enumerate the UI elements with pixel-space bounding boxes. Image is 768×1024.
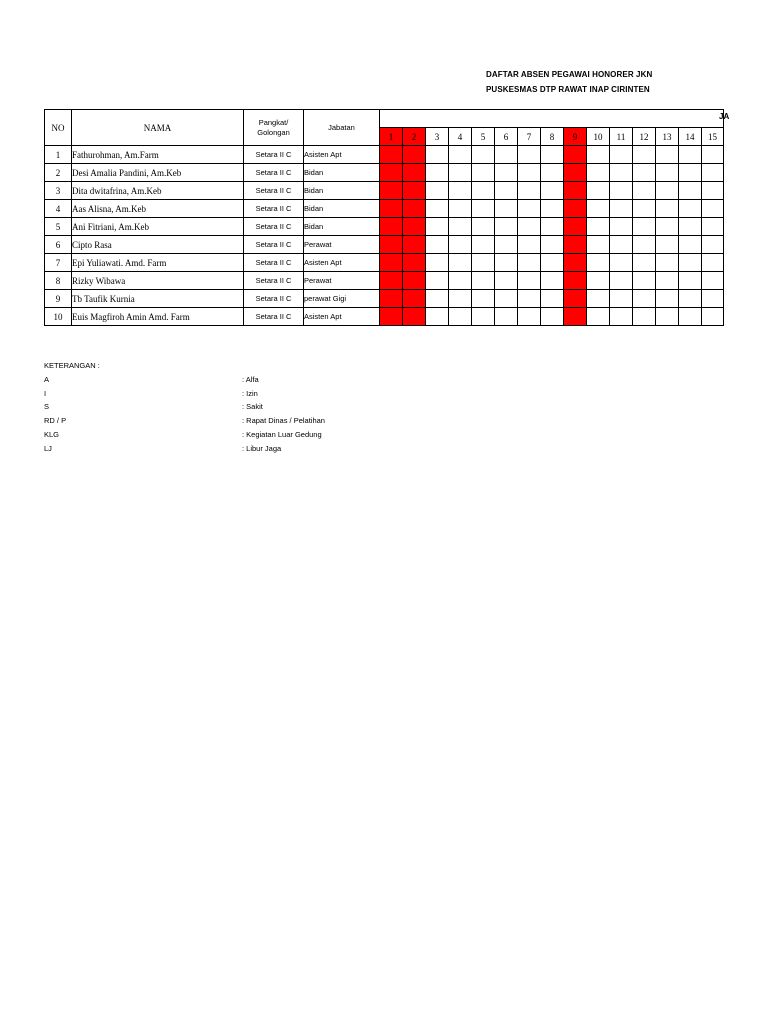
attendance-cell[interactable]: [610, 308, 633, 326]
row-pangkat: Setara II C: [244, 308, 304, 326]
attendance-cell[interactable]: [518, 218, 541, 236]
attendance-cell[interactable]: [541, 308, 564, 326]
legend-title: KETERANGAN :: [44, 361, 100, 370]
attendance-cell[interactable]: [472, 200, 495, 218]
attendance-cell[interactable]: [702, 272, 724, 290]
attendance-cell[interactable]: [610, 200, 633, 218]
attendance-cell[interactable]: [426, 164, 449, 182]
attendance-cell[interactable]: [702, 254, 724, 272]
row-nama: Epi Yuliawati. Amd. Farm: [72, 254, 244, 272]
attendance-cell[interactable]: [564, 164, 587, 182]
attendance-cell[interactable]: [610, 236, 633, 254]
attendance-cell[interactable]: [564, 290, 587, 308]
attendance-cell[interactable]: [633, 164, 656, 182]
attendance-cell[interactable]: [380, 164, 403, 182]
attendance-cell[interactable]: [426, 254, 449, 272]
attendance-cell[interactable]: [426, 272, 449, 290]
attendance-cell[interactable]: [633, 200, 656, 218]
attendance-cell[interactable]: [587, 308, 610, 326]
attendance-cell[interactable]: [610, 164, 633, 182]
row-pangkat: Setara II C: [244, 164, 304, 182]
attendance-cell[interactable]: [472, 272, 495, 290]
day-header: 4: [449, 128, 472, 146]
attendance-cell[interactable]: [564, 254, 587, 272]
attendance-cell[interactable]: [587, 272, 610, 290]
attendance-cell[interactable]: [679, 308, 702, 326]
attendance-cell[interactable]: [633, 182, 656, 200]
row-pangkat: Setara II C: [244, 182, 304, 200]
attendance-cell[interactable]: [518, 164, 541, 182]
attendance-cell[interactable]: [656, 236, 679, 254]
attendance-cell[interactable]: [518, 182, 541, 200]
attendance-cell[interactable]: [449, 236, 472, 254]
attendance-cell[interactable]: [679, 146, 702, 164]
attendance-cell[interactable]: [403, 182, 426, 200]
attendance-cell[interactable]: [472, 164, 495, 182]
legend-code: S: [44, 402, 50, 412]
row-no: 3: [45, 182, 72, 200]
attendance-cell[interactable]: [633, 254, 656, 272]
attendance-cell[interactable]: [610, 146, 633, 164]
attendance-cell[interactable]: [426, 290, 449, 308]
attendance-cell[interactable]: [541, 164, 564, 182]
table-row: [45, 200, 724, 218]
attendance-cell[interactable]: [656, 146, 679, 164]
row-no: 7: [45, 254, 72, 272]
attendance-cell[interactable]: [403, 290, 426, 308]
row-pangkat: Setara II C: [244, 218, 304, 236]
attendance-cell[interactable]: [679, 164, 702, 182]
row-nama: Cipto Rasa: [72, 236, 244, 254]
row-nama: Tb Taufik Kurnia: [72, 290, 244, 308]
attendance-cell[interactable]: [426, 200, 449, 218]
attendance-cell[interactable]: [495, 182, 518, 200]
attendance-cell[interactable]: [426, 308, 449, 326]
attendance-cell[interactable]: [702, 200, 724, 218]
attendance-cell[interactable]: [426, 146, 449, 164]
row-pangkat: Setara II C: [244, 200, 304, 218]
legend-description: : Libur Jaga: [242, 443, 282, 453]
attendance-cell[interactable]: [656, 182, 679, 200]
header-pangkat-line1: Pangkat/: [258, 117, 289, 127]
attendance-cell[interactable]: [472, 308, 495, 326]
legend-code: KLG: [44, 429, 60, 439]
attendance-cell[interactable]: [679, 200, 702, 218]
attendance-cell[interactable]: [633, 308, 656, 326]
attendance-cell[interactable]: [656, 308, 679, 326]
table-row: [45, 272, 724, 290]
attendance-cell[interactable]: [541, 218, 564, 236]
attendance-cell[interactable]: [403, 272, 426, 290]
attendance-cell[interactable]: [380, 308, 403, 326]
row-pangkat: Setara II C: [244, 290, 304, 308]
attendance-cell[interactable]: [472, 254, 495, 272]
attendance-cell[interactable]: [564, 272, 587, 290]
attendance-cell[interactable]: [518, 254, 541, 272]
legend-code: LJ: [44, 443, 52, 453]
attendance-cell[interactable]: [564, 200, 587, 218]
attendance-cell[interactable]: [564, 146, 587, 164]
row-pangkat: Setara II C: [244, 146, 304, 164]
attendance-cell[interactable]: [587, 290, 610, 308]
header-pangkat-line2: Golongan: [257, 127, 290, 137]
legend-code: A: [44, 375, 50, 384]
attendance-cell[interactable]: [587, 146, 610, 164]
attendance-cell[interactable]: [564, 236, 587, 254]
attendance-cell[interactable]: [495, 218, 518, 236]
attendance-cell[interactable]: [495, 290, 518, 308]
row-pangkat: Setara II C: [244, 272, 304, 290]
attendance-cell[interactable]: [610, 254, 633, 272]
day-header: 8: [541, 128, 564, 146]
attendance-cell[interactable]: [495, 146, 518, 164]
attendance-cell[interactable]: [403, 146, 426, 164]
attendance-cell[interactable]: [587, 254, 610, 272]
row-jabatan: Asisten Apt: [304, 308, 380, 326]
header-nama: NAMA: [72, 110, 244, 146]
attendance-cell[interactable]: [380, 182, 403, 200]
legend-description: : Rapat Dinas / Pelatihan: [242, 416, 325, 426]
day-header: 11: [610, 128, 633, 146]
row-jabatan: perawat Gigi: [304, 290, 380, 308]
attendance-cell[interactable]: [679, 182, 702, 200]
attendance-cell[interactable]: [564, 218, 587, 236]
row-nama: Rizky Wibawa: [72, 272, 244, 290]
attendance-cell[interactable]: [449, 308, 472, 326]
attendance-cell[interactable]: [449, 254, 472, 272]
attendance-cell[interactable]: [426, 218, 449, 236]
attendance-cell[interactable]: [633, 218, 656, 236]
attendance-cell[interactable]: [403, 236, 426, 254]
attendance-cell[interactable]: [495, 308, 518, 326]
header-jabatan: Jabatan: [304, 110, 380, 146]
row-jabatan: Asisten Apt: [304, 254, 380, 272]
table-row: [45, 146, 724, 164]
row-jabatan: Perawat: [304, 272, 380, 290]
attendance-cell[interactable]: [541, 290, 564, 308]
attendance-cell[interactable]: [426, 236, 449, 254]
table-row: [45, 290, 724, 308]
attendance-cell[interactable]: [449, 290, 472, 308]
day-header: 1: [380, 128, 403, 146]
legend-code: I: [44, 388, 47, 398]
attendance-cell[interactable]: [633, 272, 656, 290]
day-header: 7: [518, 128, 541, 146]
document-title: DAFTAR ABSEN PEGAWAI HONORER JKN: [486, 70, 653, 79]
attendance-cell[interactable]: [472, 236, 495, 254]
document-subtitle: PUSKESMAS DTP RAWAT INAP CIRINTEN: [486, 85, 650, 94]
attendance-cell[interactable]: [403, 254, 426, 272]
attendance-cell[interactable]: [403, 308, 426, 326]
row-jabatan: Bidan: [304, 182, 380, 200]
attendance-cell[interactable]: [380, 254, 403, 272]
attendance-cell[interactable]: [587, 164, 610, 182]
row-no: 9: [45, 290, 72, 308]
attendance-cell[interactable]: [656, 290, 679, 308]
attendance-cell[interactable]: [541, 200, 564, 218]
attendance-cell[interactable]: [449, 182, 472, 200]
attendance-cell[interactable]: [403, 164, 426, 182]
attendance-cell[interactable]: [541, 254, 564, 272]
attendance-cell[interactable]: [679, 272, 702, 290]
table-row: [45, 218, 724, 236]
row-no: 1: [45, 146, 72, 164]
table-row: [45, 254, 724, 272]
attendance-cell[interactable]: [656, 272, 679, 290]
row-pangkat: Setara II C: [244, 254, 304, 272]
attendance-cell[interactable]: [380, 290, 403, 308]
legend-code: RD / P: [44, 416, 67, 426]
day-header: 14: [679, 128, 702, 146]
attendance-cell[interactable]: [656, 200, 679, 218]
month-header-strip: [380, 110, 724, 128]
day-header: 12: [633, 128, 656, 146]
attendance-cell[interactable]: [541, 182, 564, 200]
row-no: 4: [45, 200, 72, 218]
legend-description: : Kegiatan Luar Gedung: [242, 429, 322, 439]
row-no: 2: [45, 164, 72, 182]
attendance-cell[interactable]: [702, 308, 724, 326]
table-row: [45, 164, 724, 182]
attendance-cell[interactable]: [564, 182, 587, 200]
day-header: 2: [403, 128, 426, 146]
attendance-cell[interactable]: [518, 308, 541, 326]
attendance-cell[interactable]: [495, 272, 518, 290]
attendance-cell[interactable]: [587, 182, 610, 200]
header-no: NO: [45, 110, 72, 146]
attendance-cell[interactable]: [610, 218, 633, 236]
attendance-cell[interactable]: [472, 182, 495, 200]
attendance-cell[interactable]: [656, 164, 679, 182]
attendance-cell[interactable]: [449, 200, 472, 218]
attendance-cell[interactable]: [587, 200, 610, 218]
row-nama: Euis Magfiroh Amin Amd. Farm: [72, 308, 244, 326]
attendance-cell[interactable]: [472, 218, 495, 236]
attendance-rows: [45, 146, 724, 326]
attendance-cell[interactable]: [403, 218, 426, 236]
attendance-cell[interactable]: [380, 218, 403, 236]
attendance-cell[interactable]: [403, 200, 426, 218]
row-nama: Desi Amalia Pandini, Am.Keb: [72, 164, 244, 182]
attendance-table: [44, 109, 724, 326]
row-no: 10: [45, 308, 72, 326]
attendance-cell[interactable]: [633, 236, 656, 254]
attendance-cell[interactable]: [380, 236, 403, 254]
day-header: 9: [564, 128, 587, 146]
attendance-cell[interactable]: [380, 272, 403, 290]
attendance-cell[interactable]: [449, 272, 472, 290]
attendance-cell[interactable]: [541, 272, 564, 290]
attendance-cell[interactable]: [656, 254, 679, 272]
day-header: 10: [587, 128, 610, 146]
attendance-cell[interactable]: [679, 236, 702, 254]
attendance-cell[interactable]: [518, 272, 541, 290]
row-nama: Fathurohman, Am.Farm: [72, 146, 244, 164]
attendance-cell[interactable]: [702, 182, 724, 200]
attendance-cell[interactable]: [472, 290, 495, 308]
legend-description: : Alfa: [242, 375, 259, 384]
attendance-cell[interactable]: [633, 146, 656, 164]
attendance-cell[interactable]: [679, 254, 702, 272]
attendance-cell[interactable]: [702, 236, 724, 254]
attendance-cell[interactable]: [702, 146, 724, 164]
attendance-cell[interactable]: [564, 308, 587, 326]
row-jabatan: Bidan: [304, 200, 380, 218]
attendance-cell[interactable]: [495, 164, 518, 182]
legend-description: : Sakit: [242, 402, 263, 412]
attendance-cell[interactable]: [656, 218, 679, 236]
row-nama: Aas Alisna, Am.Keb: [72, 200, 244, 218]
attendance-cell[interactable]: [472, 146, 495, 164]
month-label: JA: [719, 112, 730, 121]
attendance-cell[interactable]: [587, 218, 610, 236]
attendance-cell[interactable]: [380, 146, 403, 164]
row-jabatan: Asisten Apt: [304, 146, 380, 164]
header-pangkat: [244, 110, 304, 146]
attendance-cell[interactable]: [541, 146, 564, 164]
row-jabatan: Bidan: [304, 164, 380, 182]
attendance-cell[interactable]: [633, 290, 656, 308]
attendance-cell[interactable]: [610, 290, 633, 308]
attendance-cell[interactable]: [380, 200, 403, 218]
attendance-cell[interactable]: [702, 218, 724, 236]
day-header: 3: [426, 128, 449, 146]
day-header: 6: [495, 128, 518, 146]
attendance-cell[interactable]: [495, 254, 518, 272]
attendance-cell[interactable]: [449, 164, 472, 182]
attendance-cell[interactable]: [679, 290, 702, 308]
attendance-cell[interactable]: [518, 200, 541, 218]
attendance-cell[interactable]: [449, 146, 472, 164]
table-row: [45, 182, 724, 200]
row-nama: Ani Fitriani, Am.Keb: [72, 218, 244, 236]
attendance-cell[interactable]: [610, 272, 633, 290]
day-header: 13: [656, 128, 679, 146]
attendance-cell[interactable]: [518, 236, 541, 254]
row-nama: Dita dwitafrina, Am.Keb: [72, 182, 244, 200]
row-jabatan: Perawat: [304, 236, 380, 254]
attendance-cell[interactable]: [587, 236, 610, 254]
attendance-cell[interactable]: [541, 236, 564, 254]
attendance-cell[interactable]: [679, 218, 702, 236]
row-pangkat: Setara II C: [244, 236, 304, 254]
attendance-cell[interactable]: [702, 164, 724, 182]
row-jabatan: Bidan: [304, 218, 380, 236]
day-header: 15: [702, 128, 724, 146]
day-header: 5: [472, 128, 495, 146]
row-no: 8: [45, 272, 72, 290]
attendance-cell[interactable]: [518, 290, 541, 308]
attendance-cell[interactable]: [495, 236, 518, 254]
row-no: 5: [45, 218, 72, 236]
attendance-cell[interactable]: [702, 290, 724, 308]
attendance-cell[interactable]: [426, 182, 449, 200]
legend-description: : Izin: [242, 388, 258, 398]
attendance-cell[interactable]: [449, 218, 472, 236]
table-row: [45, 308, 724, 326]
attendance-cell[interactable]: [518, 146, 541, 164]
table-row: [45, 236, 724, 254]
attendance-cell[interactable]: [495, 200, 518, 218]
row-no: 6: [45, 236, 72, 254]
attendance-cell[interactable]: [610, 182, 633, 200]
